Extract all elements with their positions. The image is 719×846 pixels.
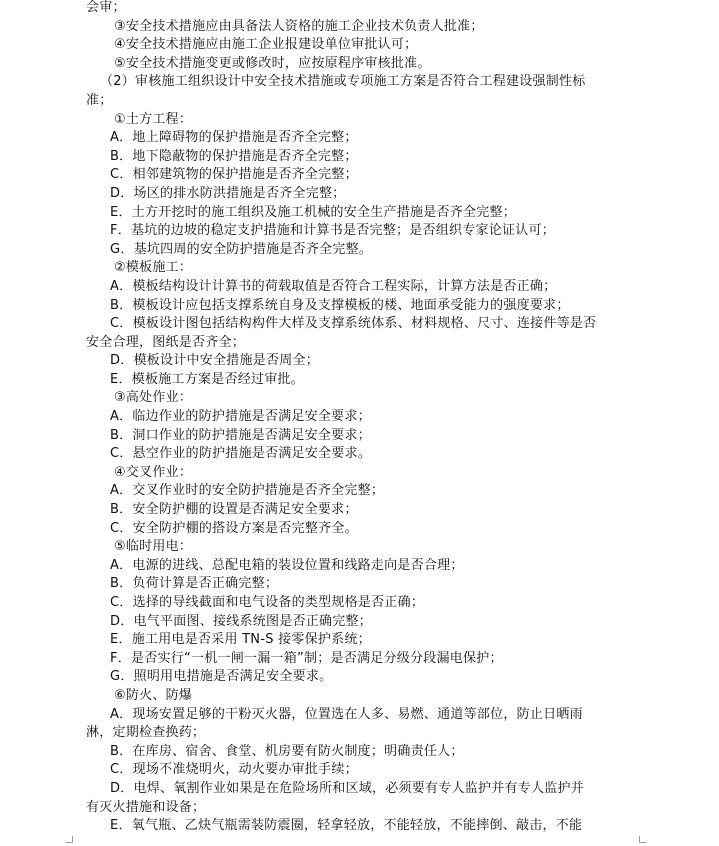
- document-line: A．模板结构设计计算书的荷载取值是否符合工程实际，计算方法是否正确；: [110, 278, 557, 294]
- document-line: A．临边作业的防护措施是否满足安全要求；: [110, 409, 371, 425]
- document-line: E．施工用电是否采用 TN-S 接零保护系统；: [110, 632, 371, 648]
- document-line: C．现场不准烧明火，动火要办审批手续；: [110, 762, 358, 778]
- document-line: A．电源的进线、总配电箱的装设位置和线路走向是否合理；: [110, 557, 464, 573]
- document-line: F．基坑的边坡的稳定支护措施和计算书是否完整；是否组织专家论证认可；: [110, 223, 555, 239]
- document-line: A．地上障碍物的保护措施是否齐全完整；: [110, 130, 358, 146]
- document-line: 有灭火措施和设备；: [86, 799, 206, 815]
- document-line: C．相邻建筑物的保护措施是否齐全完整；: [110, 167, 358, 183]
- document-line: E．氧气瓶、乙炔气瓶需装防震圈，轻拿轻放，不能轻放，不能摔倒、敲击，不能: [110, 818, 583, 834]
- document-line: B．模板设计应包括支撑系统自身及支撑模板的楼、地面承受能力的强度要求；: [110, 297, 570, 313]
- document-line: 会审；: [86, 0, 126, 15]
- document-line: F．是否实行“一机一闸一漏一箱”制；是否满足分级分段漏电保护；: [110, 650, 503, 666]
- page-corner-mark-right: [639, 836, 646, 843]
- document-line: ③安全技术措施应由具备法人资格的施工企业技术负责人批准；: [114, 18, 484, 34]
- document-line: ⑥防火、防爆: [114, 687, 193, 703]
- document-line: C．选择的导线截面和电气设备的类型规格是否正确；: [110, 595, 425, 610]
- document-line: （2）审核施工组织设计中安全技术措施或专项施工方案是否符合工程建设强制性标: [100, 74, 586, 90]
- document-line: ②模板施工：: [114, 260, 193, 276]
- document-line: ④交叉作业：: [114, 464, 193, 480]
- document-line: 安全合理，图纸是否齐全；: [86, 334, 246, 350]
- document-line: A．交叉作业时的安全防护措施是否齐全完整；: [110, 483, 385, 499]
- document-line: E．土方开挖时的施工组织及施工机械的安全生产措施是否齐全完整；: [110, 204, 516, 220]
- document-line: B．洞口作业的防护措施是否满足安全要求；: [110, 427, 371, 443]
- document-line: C．悬空作业的防护措施是否满足安全要求。: [110, 446, 372, 462]
- document-line: G．基坑四周的安全防护措施是否齐全完整。: [110, 241, 373, 257]
- document-line: B．安全防护棚的设置是否满足安全要求；: [110, 502, 358, 518]
- document-line: B．在库房、宿舍、食堂、机房要有防火制度；明确责任人；: [110, 743, 464, 759]
- document-line: 准；: [86, 92, 113, 108]
- document-line: C．安全防护棚的搭设方案是否完整齐全。: [110, 520, 358, 536]
- document-line: ④安全技术措施应由施工企业报建设单位审批认可；: [114, 37, 418, 53]
- document-line: ⑤安全技术措施变更或修改时，应按原程序审核批准。: [114, 55, 431, 71]
- document-line: G．照明用电措施是否满足安全要求。: [110, 669, 333, 685]
- document-line: E．模板施工方案是否经过审批。: [110, 371, 304, 387]
- document-line: ③高处作业：: [114, 390, 193, 406]
- page-corner-mark-left: [66, 836, 73, 843]
- document-line: C．模板设计图包括结构构件大样及支撑系统体系、材料规格、尺寸、连接件等是否: [110, 316, 597, 332]
- document-line: B．地下隐蔽物的保护措施是否齐全完整；: [110, 148, 358, 164]
- document-line: D．电焊、氧割作业如果是在危险场所和区域，必须要有专人监护并有专人监护并: [110, 780, 585, 796]
- document-line: A．现场安置足够的干粉灭火器，位置选在人多、易燃、通道等部位，防止日晒雨: [110, 706, 583, 722]
- document-line: ①土方工程：: [114, 111, 193, 127]
- document-body: [86, 0, 632, 836]
- document-line: D．电气平面图、接线系统图是否正确完整；: [110, 613, 373, 629]
- document-line: 淋，定期检查换药；: [86, 725, 206, 741]
- document-line: B．负荷计算是否正确完整；: [110, 576, 279, 592]
- document-line: D．模板设计中安全措施是否周全；: [110, 353, 320, 369]
- document-line: ⑤临时用电：: [114, 539, 193, 555]
- document-line: D．场区的排水防洪措施是否齐全完整；: [110, 185, 346, 201]
